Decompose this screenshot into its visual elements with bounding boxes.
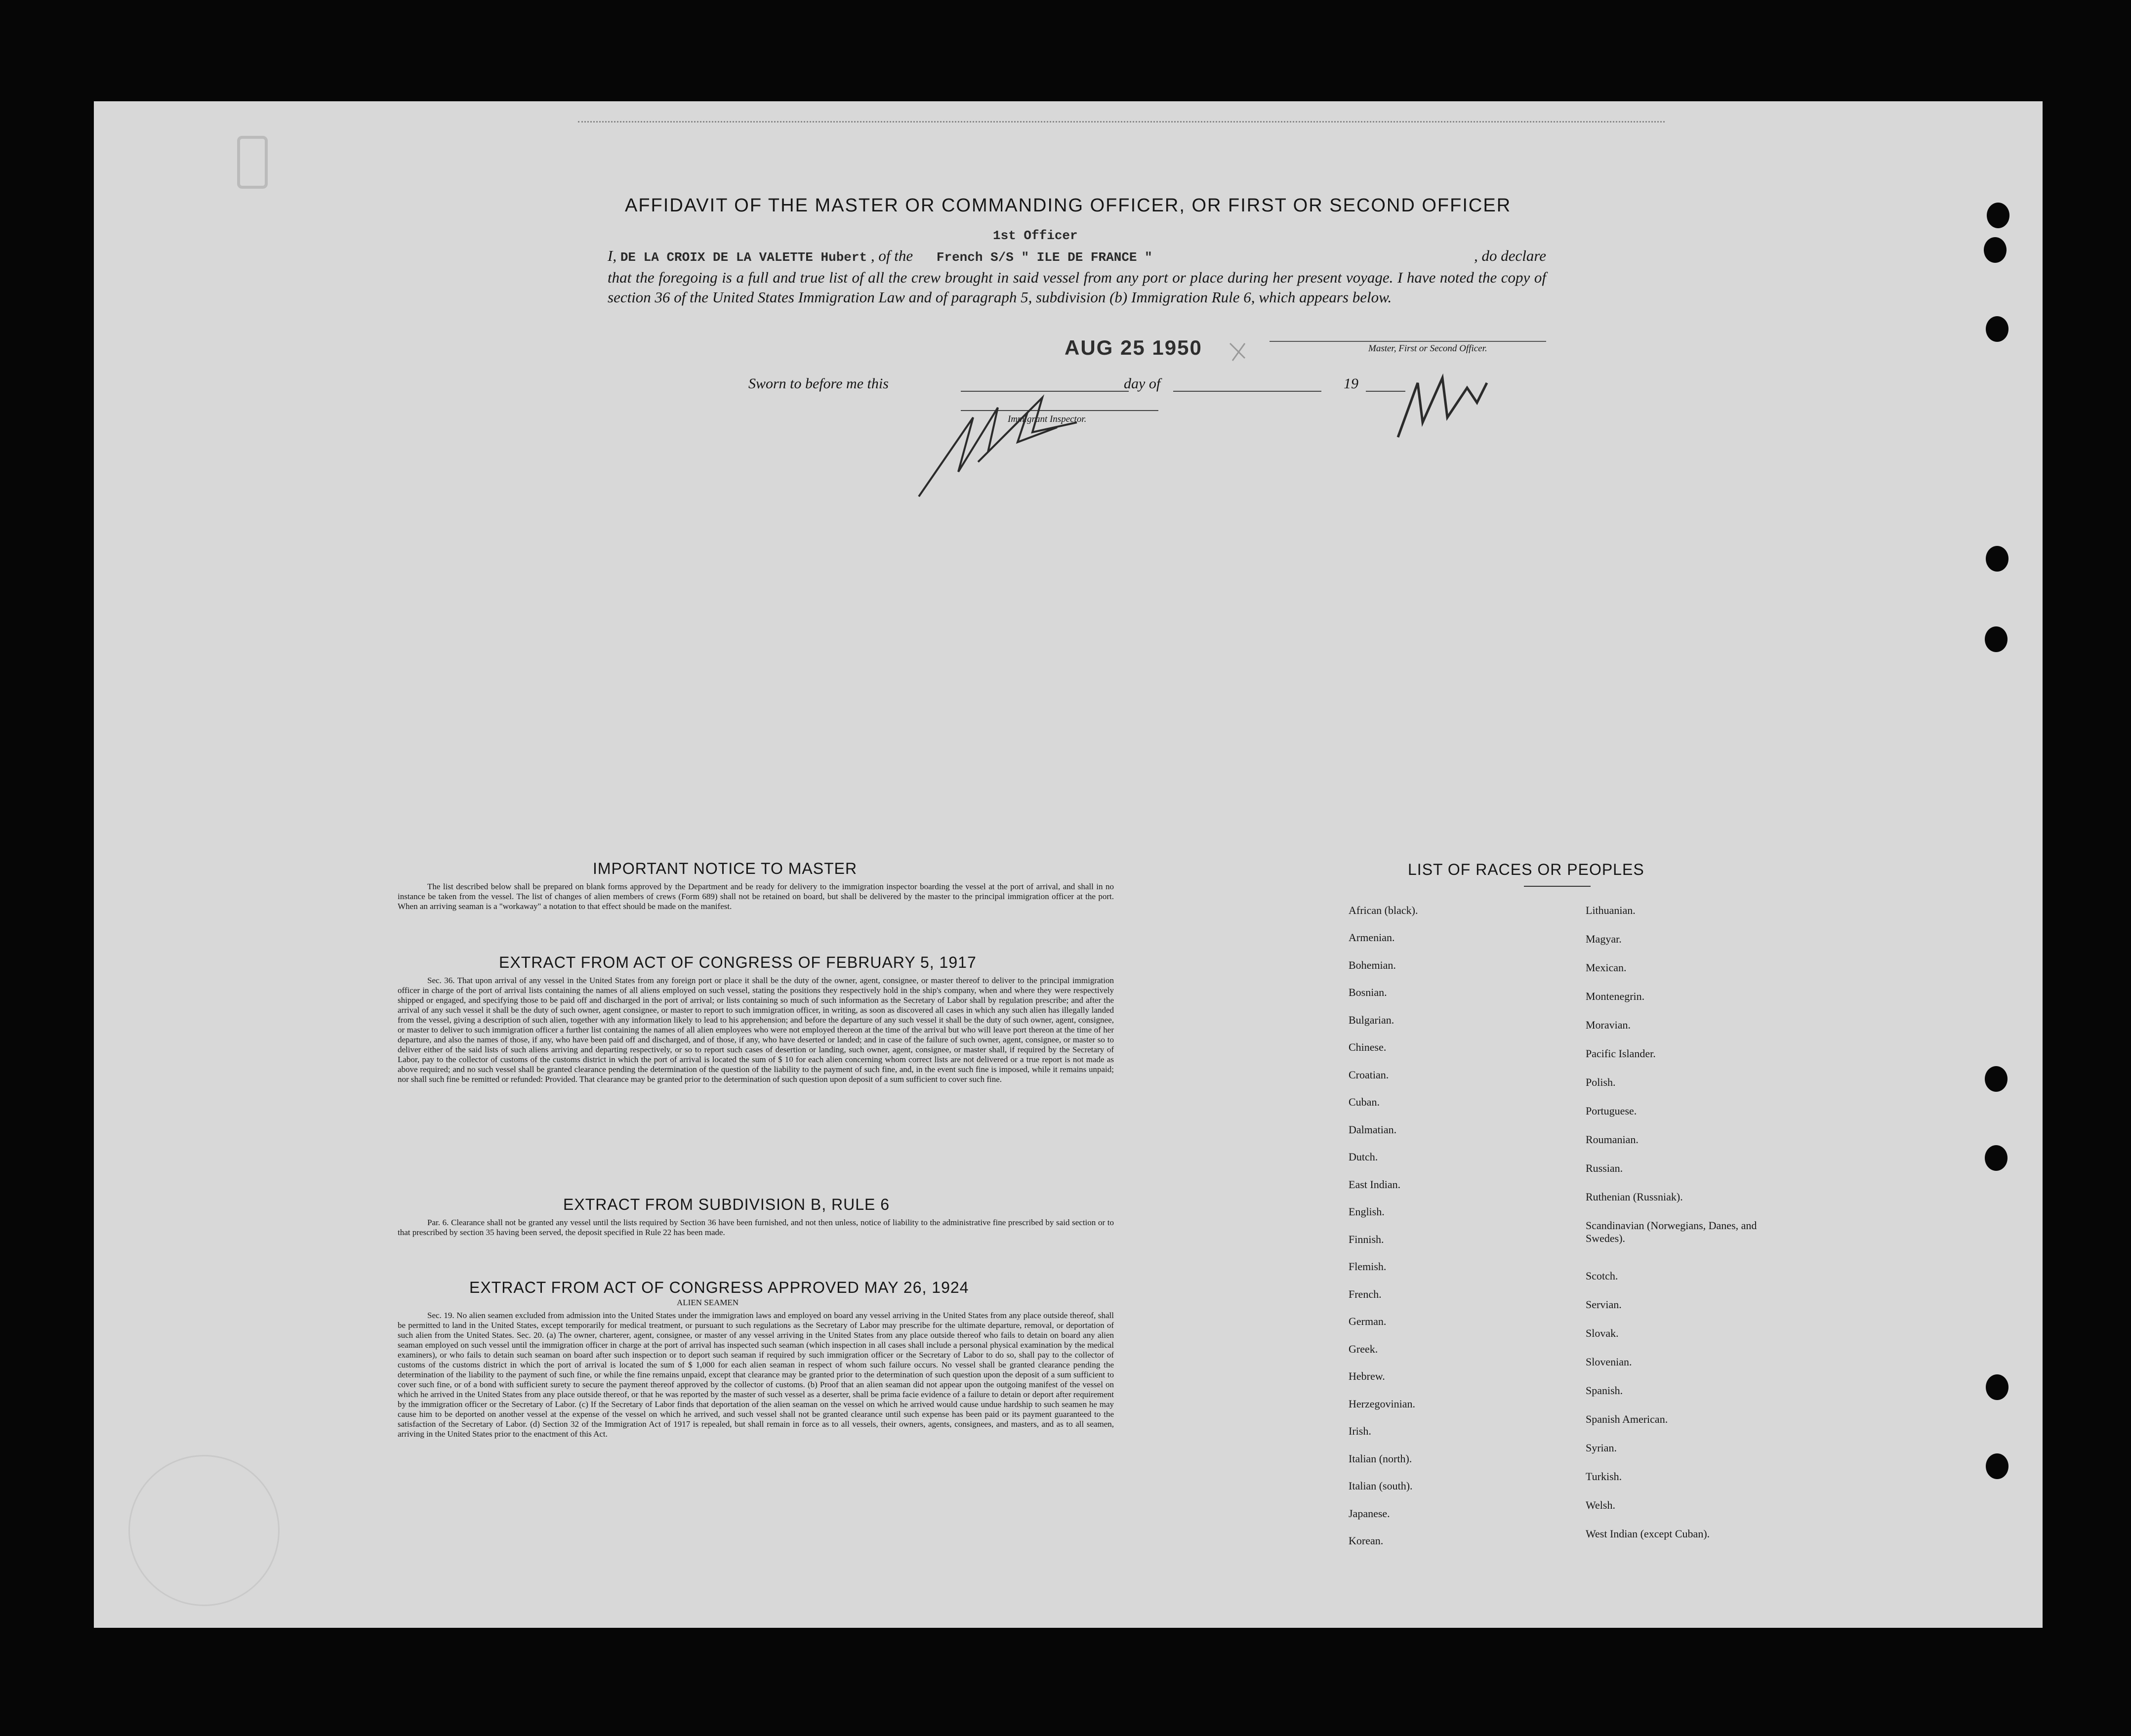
affidavit-declaration-line [608, 247, 1546, 265]
race-item: East Indian. [1349, 1178, 1401, 1191]
race-item: Italian (south). [1349, 1480, 1413, 1492]
races-title-text: LIST OF RACES OR PEOPLES [1408, 861, 1644, 878]
race-item: Roumanian. [1586, 1133, 1639, 1146]
extract-1924-title: EXTRACT FROM ACT OF CONGRESS APPROVED MAY 26, 1924 [469, 1279, 969, 1296]
signature-caption: Master, First or Second Officer. [1368, 343, 1487, 354]
punch-hole [1986, 1453, 2008, 1479]
race-item: Bulgarian. [1349, 1014, 1394, 1026]
embossed-seal [128, 1455, 280, 1606]
race-item: Dalmatian. [1349, 1123, 1397, 1136]
officer-name-typed: DE LA CROIX DE LA VALETTE Hubert [620, 250, 867, 265]
race-item: Slovenian. [1586, 1356, 1632, 1368]
extract-1924-body: Sec. 19. No alien seamen excluded from admission into the United States under the immigration laws and employed on board any vessel arriving in the United States from any place outside thereof, shall be permitted to land in the United States, except temporarily for medical treatment, or pursuant to such regulations as the Secretary of Labor may prescribe for the ultimate departure, removal, or deportation of such alien from the United States. Sec. 20. (a) The owner, charterer, agent, consignee, or master of any vessel arriving in the United States from any place outside thereof who fails to detain on board any alien seaman employed on such vessel until the immigration officer in charge at the port of arrival has inspected such seaman (which inspection in all cases shall include a personal physical examination by the medical examiners), or who fails to detain such seaman on board after such inspection or to deport such seaman if required by such immigration officer or the Secretary of Labor to do so, shall pay to the collector of customs of the customs district in which the port of arrival is located the sum of $ 1,000 for each alien seaman in respect of whom such failure occurs. No vessel shall be granted clearance pending the determination of the liability to the payment of such fine, or while the fine remains unpaid, except that clearance may be granted prior to the determination of such question upon the deposit of a sum sufficient to cover such fine, or of a bond with sufficient surety to secure the payment thereof approved by the collector of customs. (b) Proof that an alien seaman did not appear upon the outgoing manifest of the vessel on which he arrived in the United States from any place outside thereof, or that he was reported by the master of such vessel as a deserter, shall be prima facie evidence of a failure to detain or deport after requirement by the immigration officer or the Secretary of Labor. (c) If the Secretary of Labor finds that deportation of the alien seaman on the vessel on which he arrived would cause undue hardship to such seamen he may cause him to be deported on another vessel at the expense of the vessel on which he arrived, and such vessel shall not be granted clearance until such expense has been paid or its payment guaranteed to the satisfaction of the Secretary of Labor. (d) Section 32 of the Immigration Act of 1917 is repealed, but shall remain in force as to all vessels, their owners, agents, consignees, and masters, and as to all seamen, arriving in the United States prior to the enactment of this Act. [398, 1311, 1114, 1439]
race-item: Montenegrin. [1586, 990, 1645, 1002]
race-item: German. [1349, 1315, 1387, 1327]
signature-line [1270, 341, 1546, 342]
extract-1924-subtitle: ALIEN SEAMEN [677, 1298, 739, 1307]
race-item: Pacific Islander. [1586, 1047, 1656, 1060]
race-item: Herzegovinian. [1349, 1398, 1415, 1410]
race-item: Turkish. [1586, 1470, 1622, 1483]
affidavit-title: AFFIDAVIT OF THE MASTER OR COMMANDING OFFICER, OR FIRST OR SECOND OFFICER [625, 195, 1512, 216]
race-item: Ruthenian (Russniak). [1586, 1191, 1683, 1203]
race-item: Korean. [1349, 1534, 1384, 1547]
race-item: Italian (north). [1349, 1452, 1412, 1465]
race-item: Armenian. [1349, 931, 1395, 944]
punch-hole [1986, 316, 2008, 342]
races-title-underline [1524, 886, 1591, 887]
race-item: Irish. [1349, 1425, 1371, 1437]
punch-hole [1985, 1066, 2008, 1092]
race-item: Flemish. [1349, 1260, 1387, 1273]
race-item: Servian. [1586, 1298, 1622, 1311]
officer-rank-typed: 1st Officer [993, 228, 1078, 243]
race-item: Croatian. [1349, 1069, 1389, 1081]
race-item: Cuban. [1349, 1096, 1380, 1108]
top-edge-marks [578, 121, 1665, 125]
race-item: Hebrew. [1349, 1370, 1385, 1382]
race-item: Syrian. [1586, 1442, 1617, 1454]
punch-hole [1985, 1145, 2008, 1171]
punch-hole [1986, 1374, 2008, 1400]
punch-hole [1984, 237, 2007, 263]
race-item: Welsh. [1586, 1499, 1615, 1511]
sworn-label: Sworn to before me this [748, 375, 889, 392]
of-the-label: , of the [870, 247, 913, 264]
officer-signature-scribble [1388, 363, 1507, 447]
race-item: African (black). [1349, 904, 1418, 916]
race-item: Bosnian. [1349, 986, 1387, 998]
race-item: Finnish. [1349, 1233, 1384, 1245]
punch-hole [1987, 203, 2009, 228]
inspector-caption: Immigrant Inspector. [1008, 414, 1087, 424]
race-item: Bohemian. [1349, 959, 1396, 971]
race-item: Japanese. [1349, 1507, 1390, 1520]
corner-pencil-mark [237, 136, 268, 189]
punch-hole [1986, 546, 2008, 572]
affidavit-body: that the foregoing is a full and true list of all the crew brought in said vessel from any port or place during her present voyage. I have noted the copy of section 36 of the United States Immigration Law and of paragraph 5, subdivision (b) Immigration Rule 6, which appears below. [608, 269, 1546, 306]
race-item: Greek. [1349, 1343, 1378, 1355]
race-item: English. [1349, 1205, 1385, 1218]
race-item: Lithuanian. [1586, 904, 1636, 916]
date-stamp: AUG 25 1950 [1065, 336, 1202, 359]
race-item: Mexican. [1586, 961, 1627, 974]
race-item: West Indian (except Cuban). [1586, 1528, 1710, 1540]
declare-label: , do declare [1474, 247, 1546, 264]
race-item: Moravian. [1586, 1019, 1631, 1031]
month-blank-line [1173, 391, 1321, 392]
races-title [1408, 861, 1644, 879]
race-item: Scotch. [1586, 1270, 1618, 1282]
form-page [94, 101, 2043, 1628]
race-item: Dutch. [1349, 1151, 1378, 1163]
race-item: Polish. [1586, 1076, 1616, 1088]
i-label: I, [608, 247, 617, 264]
race-item: Magyar. [1586, 933, 1622, 945]
race-item: Chinese. [1349, 1041, 1387, 1053]
day-of-label: day of [1124, 375, 1161, 392]
extract-1917-body: Sec. 36. That upon arrival of any vessel in the United States from any foreign port or place it shall be the duty of the owner, agent, consignee, or master thereof to deliver to the principal immigration officer in charge of the port of arrival lists containing the names of all aliens employed on such vessel, stating the positions they respectively hold in the ship's company, when and where they were respectively shipped or engaged, and specifying those to be paid off and discharged in the port of arrival; or lists containing so much of such information as the Secretary of Labor shall by regulation prescribe; and after the arrival of any such vessel it shall be the duty of such owner, agent consignee, or master to report to such immigration officer, in writing, as soon as discovered all cases in which any such alien has illegally landed from the vessel, giving a description of such alien, together with any information likely to lead to his apprehension; and before the departure of any such vessel it shall be the duty of such owner, agent, consignee, or master to deliver to such immigration officer a further list containing the names of all alien employees who were not employed thereon at the time of the arrival but who will leave port thereon at the time of her departure, and also the names of those, if any, who have been paid off and discharged, and of those, if any, who have deserted or landed; and in case of the failure of such owner, agent, consignee, or master so to deliver either of the said lists of such aliens arriving and departing respectively, or so to report such cases of desertion or landing, such owner, agent, consignee, or master shall, if required by the Secretary of Labor, pay to the collector of customs of the customs district in which the port of arrival is located the sum of $ 10 for each alien concerning whom correct lists are not delivered or a true report is not made as above required; and no such vessel shall be granted clearance pending the determination of the question of the liability to the payment of such fine, and, in the event such fine is imposed, while it remains unpaid; nor shall such fine be remitted or refunded: Provided. That clearance may be granted prior to the determination of such question upon deposit of a sum sufficient to cover such fine. [398, 976, 1114, 1084]
race-item: Slovak. [1586, 1327, 1619, 1339]
race-item: Spanish American. [1586, 1413, 1668, 1425]
inspector-signature-scribble [914, 353, 1121, 501]
notice-title: IMPORTANT NOTICE TO MASTER [593, 860, 858, 877]
punch-hole [1985, 626, 2008, 652]
race-item: Portuguese. [1586, 1105, 1637, 1117]
pencil-mark [1225, 338, 1255, 368]
race-item: Russian. [1586, 1162, 1623, 1174]
extract-rule6-title: EXTRACT FROM SUBDIVISION B, RULE 6 [563, 1196, 890, 1213]
race-item: Scandinavian (Norwegians, Danes, and Swedes). [1586, 1219, 1757, 1244]
year-prefix: 19 [1344, 375, 1358, 392]
race-item: French. [1349, 1288, 1382, 1300]
extract-1917-title: EXTRACT FROM ACT OF CONGRESS OF FEBRUARY 5, 1917 [499, 953, 977, 971]
vessel-typed: French S/S " ILE DE FRANCE " [936, 250, 1152, 265]
race-item: Spanish. [1586, 1384, 1623, 1397]
extract-rule6-body: Par. 6. Clearance shall not be granted any vessel until the lists required by Section 36 have been furnished, and not then unless, notice of liability to the administrative fine prescribed by said section or to that prescribed by section 35 having been served, the deposit specified in Rule 22 has been made. [398, 1218, 1114, 1237]
notice-body: The list described below shall be prepared on blank forms approved by the Department and be ready for delivery to the immigration inspector boarding the vessel at the port of arrival, and shall in no instance be taken from the vessel. The list of changes of alien members of crews (Form 689) shall not be retained on board, but shall be delivered by the master to the principal immigration officer at the port. When an arriving seaman is a "workaway" a notation to that effect should be made on the manifest. [398, 882, 1114, 911]
